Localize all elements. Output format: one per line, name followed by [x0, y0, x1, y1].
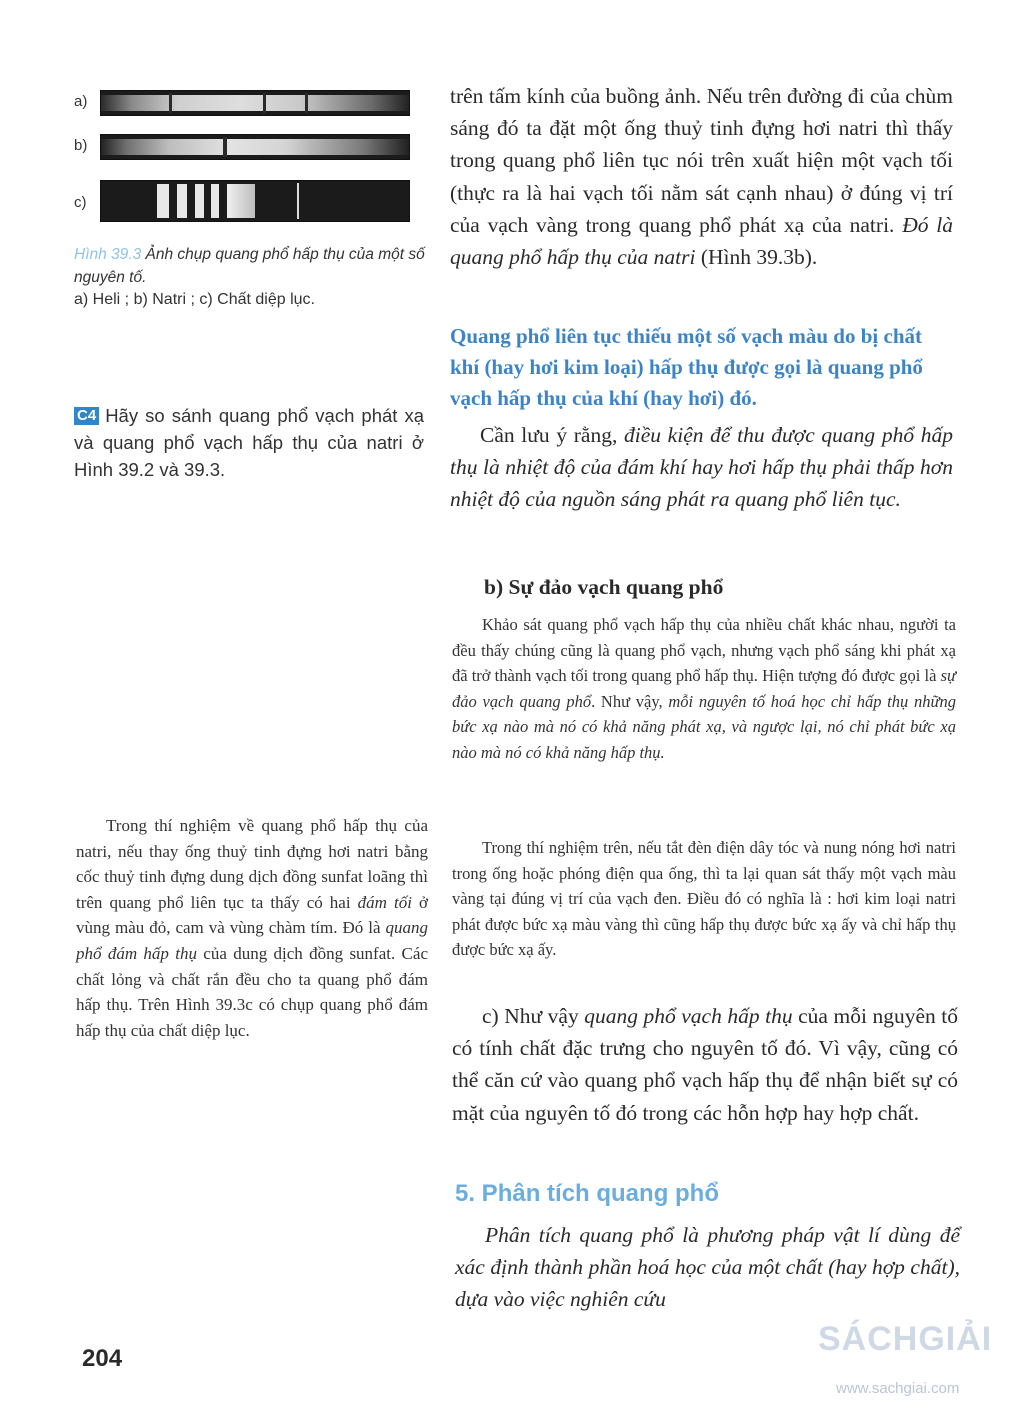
main-paragraph-6: Phân tích quang phổ là phương pháp vật lí dùng để xác định thành phần hoá học của một chất (hay hợp chất), dựa vào việc nghiên cứu [455, 1223, 960, 1312]
section-heading-b: b) Sự đảo vạch quang phổ [484, 575, 724, 599]
main-paragraph-4: Trong thí nghiệm trên, nếu tắt đèn điện dây tóc và nung nóng hơi natri trong ống hoặc phóng điện qua ống, thì ta lại quan sát thấy một vạch màu vàng tại đúng vị trí của vạch đen. Điều đó có nghĩa là : hơi kim loại natri phát được bức xạ màu vàng thì cũng hấp thụ được bức xạ ấy và chỉ hấp thụ được bức xạ ấy. [452, 838, 956, 960]
definition-box: Quang phổ liên tục thiếu một số vạch màu do bị chất khí (hay hơi kim loại) hấp thụ được gọi là quang phổ vạch hấp thụ của khí (hay hơi) đó. [450, 324, 923, 410]
main-p5-emphasis: quang phổ vạch hấp thụ [584, 1004, 793, 1028]
figure-number: Hình 39.3 [74, 246, 142, 263]
question-c4 [74, 402, 424, 483]
main-p2-emphasis: điều kiện để thu được quang phổ hấp thụ là nhiệt độ của đám khí hay hơi hấp thụ phải thấp hơn nhiệt độ của nguồn sáng phát ra quang phổ liên tục. [450, 423, 953, 512]
main-p1-ref: (Hình 39.3b). [695, 245, 818, 270]
side-note-text-1: Trong thí nghiệm về quang phổ hấp thụ của natri, nếu thay ống thuỷ tinh đựng hơi natri bằng cốc thuỷ tinh đựng dung dịch đồng sunfat loãng thì trên quang phổ liên tục ta thấy có hai [76, 816, 428, 912]
spectrum-label-c: c) [74, 194, 87, 211]
watermark-logo: SÁCHGIẢI [818, 1320, 993, 1358]
spectrum-chlorophyll [100, 180, 410, 222]
spectrum-label-a: a) [74, 93, 88, 110]
main-p1-emphasis: Đó là quang phổ hấp thụ của natri [450, 212, 954, 270]
question-text: Hãy so sánh quang phổ vạch phát xạ và quang phổ vạch hấp thụ của natri ở Hình 39.2 và 39.3. [74, 405, 424, 480]
spectrum-label-b: b) [74, 137, 88, 154]
main-paragraph-2 [450, 419, 953, 516]
main-paragraph-3 [452, 612, 956, 766]
main-p3-text-2: . Như vậy, [591, 691, 669, 711]
figure-caption [74, 243, 430, 289]
side-note [76, 813, 428, 1043]
page-number: 204 [82, 1345, 123, 1372]
main-p5-text: c) Như vậy [482, 1004, 585, 1028]
figure-caption-sub: a) Heli ; b) Natri ; c) Chất diệp lục. [74, 291, 315, 308]
main-p3-text: Khảo sát quang phổ vạch hấp thụ của nhiều chất khác nhau, người ta đều thấy chúng cũng là quang phổ vạch, nhưng vạch phổ sáng khi phát xạ đã trở thành vạch tối trong quang phổ hấp thụ. Hiện tượng đó được gọi là [452, 615, 956, 686]
spectrum-helium [100, 90, 410, 116]
main-p2-text: Cần lưu ý rằng, [480, 423, 624, 447]
side-note-emphasis-2: quang phổ đám hấp thụ [76, 918, 428, 963]
section-heading-5: 5. Phân tích quang phổ [455, 1180, 719, 1207]
spectrum-sodium [100, 134, 410, 160]
side-note-text-2: ở vùng màu đỏ, cam và vùng chàm tím. Đó là [76, 892, 428, 938]
figure-caption-text: Ảnh chụp quang phổ hấp thụ của một số nguyên tố. [74, 246, 425, 286]
watermark-url: www.sachgiai.com [836, 1380, 960, 1397]
main-p1-text: trên tấm kính của buồng ảnh. Nếu trên đường đi của chùm sáng đó ta đặt một ống thuỷ tinh đựng hơi natri thì thấy trong quang phổ liên tục nói trên xuất hiện một vạch tối (thực ra là hai vạch tối nằm sát cạnh nhau) ở đúng vị trí của vạch vàng trong quang phổ phát xạ của natri. [450, 84, 953, 237]
main-paragraph-1 [450, 80, 953, 273]
main-p5-text-2: của mỗi nguyên tố có tính chất đặc trưng cho nguyên tố đó. Vì vậy, cũng có thể căn cứ vào quang phổ vạch hấp thụ để nhận biết sự có mặt của nguyên tố đó trong các hỗn hợp hay hợp chất. [452, 1004, 958, 1125]
main-p3-emphasis-1: sự đảo vạch quang phổ [452, 666, 956, 711]
question-badge: C4 [74, 407, 99, 425]
main-p3-emphasis-2: mỗi nguyên tố hoá học chỉ hấp thụ những bức xạ nào mà nó có khả năng phát xạ, và ngược lại, nó chỉ phát bức xạ nào mà nó có khả năng hấp thụ. [452, 691, 956, 762]
side-note-text-3: của dung dịch đồng sunfat. Các chất lỏng và chất rắn đều cho ta quang phổ đám hấp thụ. Trên Hình 39.3c có chụp quang phổ đám hấp thụ của chất diệp lục. [76, 943, 428, 1040]
side-note-emphasis-1: đám tối [357, 892, 412, 912]
main-paragraph-5 [452, 1000, 958, 1129]
